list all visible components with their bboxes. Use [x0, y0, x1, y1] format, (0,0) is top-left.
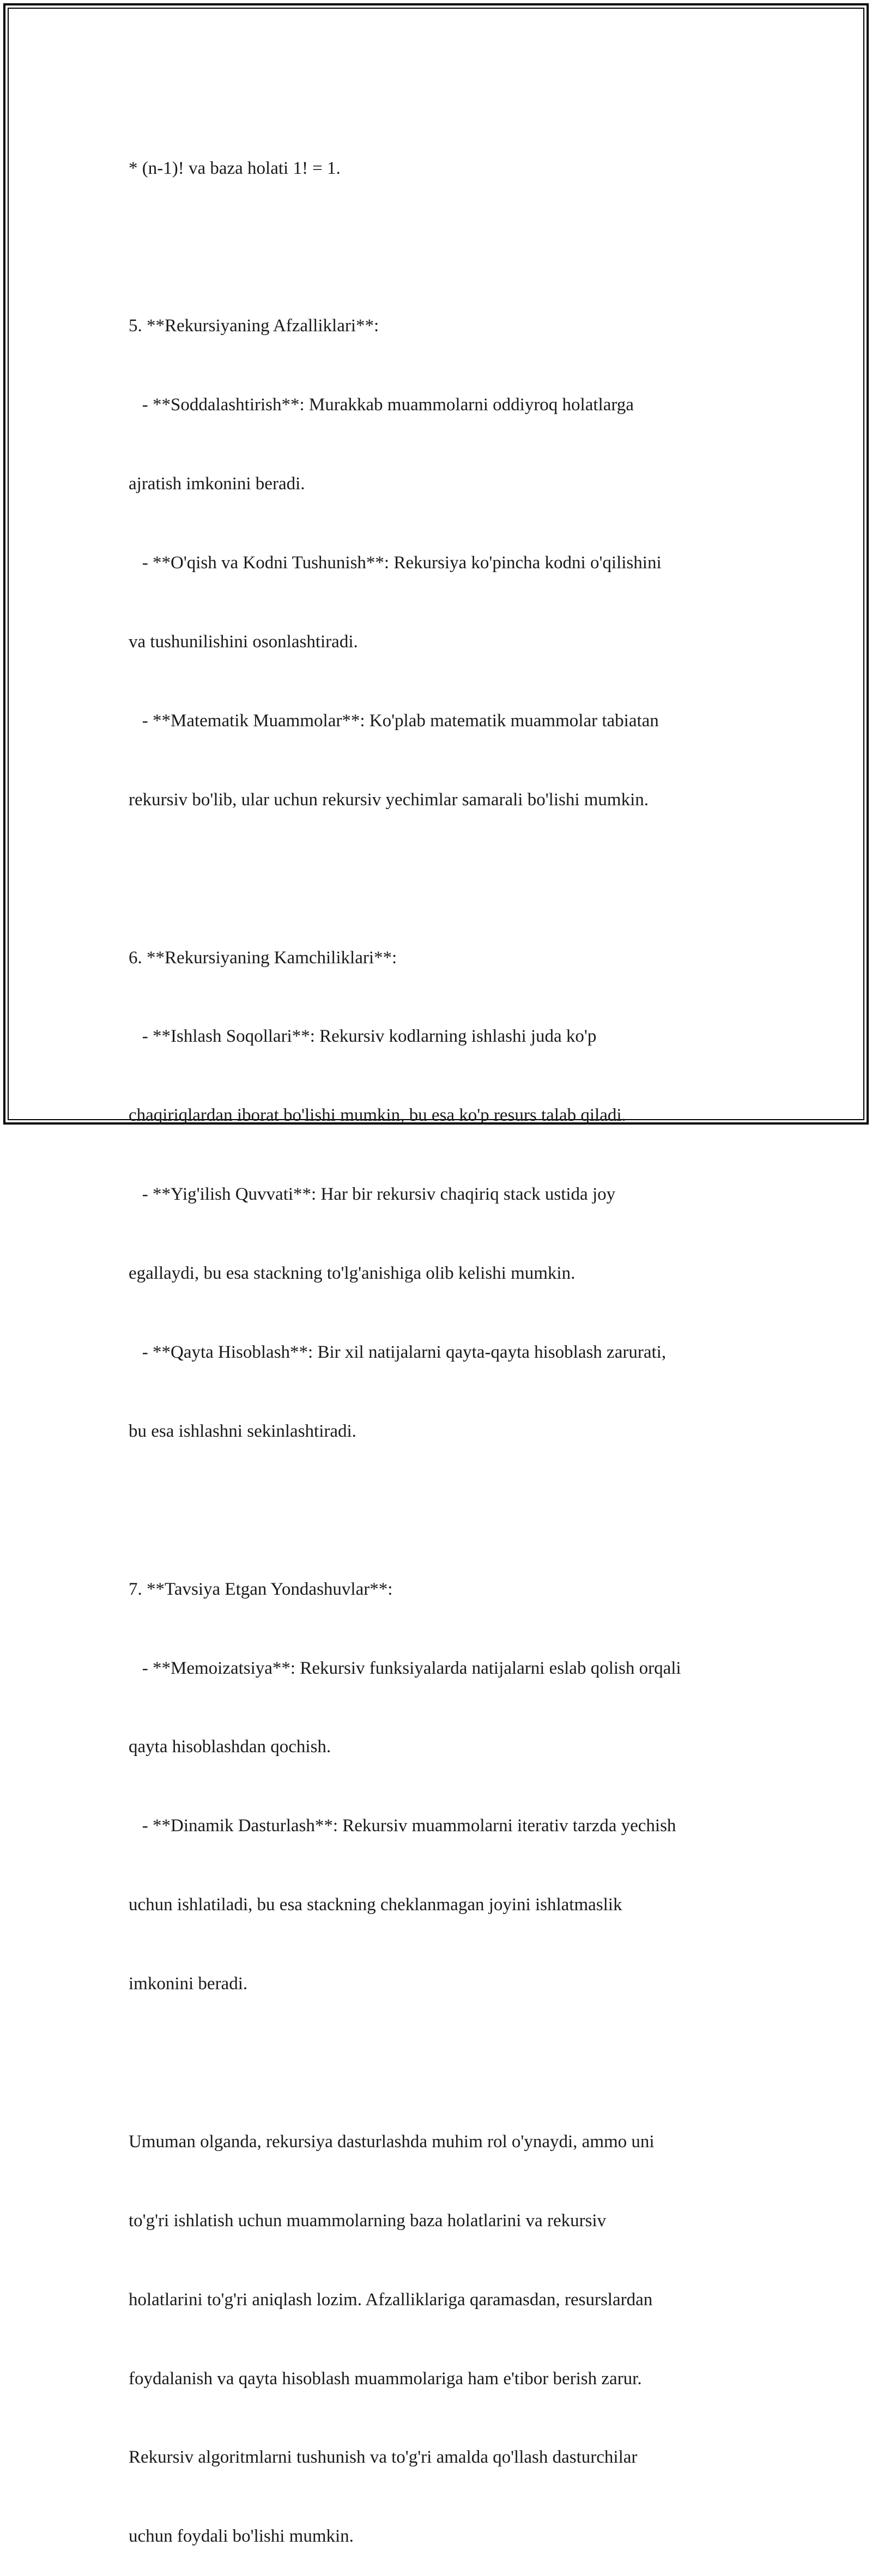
text-line: - **Qayta Hisoblash**: Bir xil natijalarni qayta-qayta hisoblash zarurati,: [129, 1342, 667, 1362]
document-body: [129, 102, 772, 2576]
text-line: * (n-1)! va baza holati 1! = 1.: [129, 158, 341, 178]
conclusion-line: uchun foydali bo'lishi mumkin.: [129, 2526, 354, 2547]
text-line: rekursiv bo'lib, ular uchun rekursiv yechimlar samarali bo'lishi mumkin.: [129, 789, 649, 810]
blank-line: [129, 2050, 772, 2076]
conclusion-line: to'g'ri ishlatish uchun muammolarning baza holatlarini va rekursiv: [129, 2210, 607, 2231]
text-line: imkonini beradi.: [129, 1974, 248, 1994]
text-line: chaqiriqlardan iborat bo'lishi mumkin, bu esa ko'p resurs talab qiladi.: [129, 1105, 626, 1126]
text-line: - **Matematik Muammolar**: Ko'plab matematik muammolar tabiatan: [129, 710, 659, 731]
text-line: ajratish imkonini beradi.: [129, 474, 305, 494]
blank-line: [129, 234, 772, 260]
conclusion-line: holatlarini to'g'ri aniqlash lozim. Afzalliklariga qaramasdan, resurslardan: [129, 2289, 653, 2310]
blank-line: [129, 1497, 772, 1523]
text-line: - **Dinamik Dasturlash**: Rekursiv muammolarni iterativ tarzda yechish: [129, 1816, 676, 1836]
text-line: qayta hisoblashdan qochish.: [129, 1737, 331, 1757]
text-line: bu esa ishlashni sekinlashtiradi.: [129, 1421, 356, 1441]
conclusion-line: Rekursiv algoritmlarni tushunish va to'g'ri amalda qo'llash dasturchilar: [129, 2447, 638, 2468]
section-heading-kamchiliklari: 6. **Rekursiyaning Kamchiliklari**:: [129, 947, 397, 968]
text-line: - **Ishlash Soqollari**: Rekursiv kodlarning ishlashi juda ko'p: [129, 1026, 597, 1047]
conclusion-line: foydalanish va qayta hisoblash muammolariga ham e'tibor berish zarur.: [129, 2368, 642, 2389]
blank-line: [129, 866, 772, 892]
text-line: - **Yig'ilish Quvvati**: Har bir rekursiv chaqiriq stack ustida joy: [129, 1184, 616, 1205]
text-line: egallaydi, bu esa stackning to'lg'anishiga olib kelishi mumkin.: [129, 1263, 576, 1284]
section-heading-yondashuvlar: 7. **Tavsiya Etgan Yondashuvlar**:: [129, 1579, 393, 1599]
conclusion-line: Umuman olganda, rekursiya dasturlashda muhim rol o'ynaydi, ammo uni: [129, 2131, 655, 2152]
text-line: - **O'qish va Kodni Tushunish**: Rekursiya ko'pincha kodni o'qilishini: [129, 553, 662, 573]
text-line: uchun ishlatiladi, bu esa stackning cheklanmagan joyini ishlatmaslik: [129, 1895, 622, 1915]
text-line: - **Memoizatsiya**: Rekursiv funksiyalarda natijalarni eslab qolish orqali: [129, 1658, 681, 1678]
section-heading-afzalliklari: 5. **Rekursiyaning Afzalliklari**:: [129, 316, 379, 336]
text-line: - **Soddalashtirish**: Murakkab muammolarni oddiyroq holatlarga: [129, 395, 634, 415]
text-line: va tushunilishini osonlashtiradi.: [129, 631, 358, 652]
